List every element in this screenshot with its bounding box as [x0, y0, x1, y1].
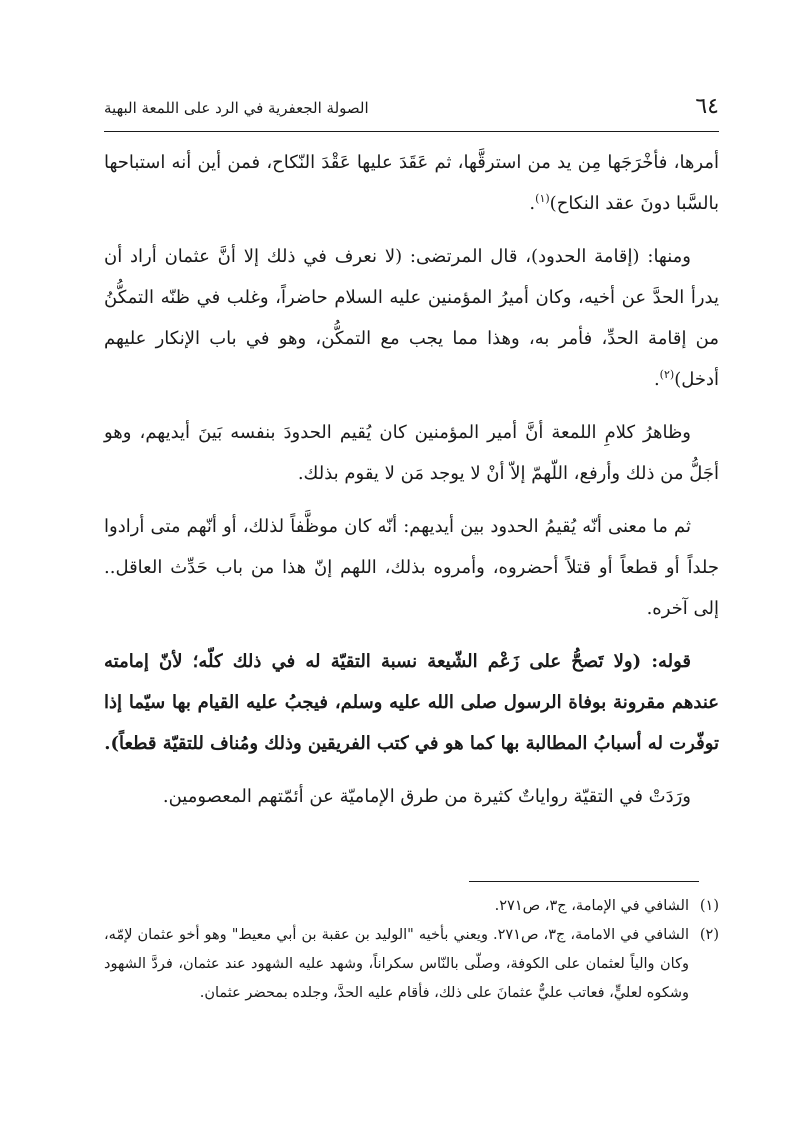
paragraph — [104, 776, 719, 817]
paragraph-text: قوله: (ولا تَصحُّ على زَعْم الشّيعة نسبة التقيّة له في ذلك كلّه؛ لأنّ إمامته عندهم مقرونة بوفاة الرسول صلى الله عليه وسلم، فيجبُ عليه القيام بها سيّما إذا توفّرت له أسبابُ المطالبة بها كما هو في كتب الفريقين وذلك ومُناف للتقيّة قطعاً). — [104, 651, 719, 754]
header-divider — [104, 131, 719, 132]
footnote-number: (١) — [699, 898, 719, 914]
paragraph — [104, 506, 719, 629]
paragraph-text: ثم ما معنى أنّه يُقيمُ الحدود بين أيديهم: أنّه كان موظَّفاً لذلك، أو أنّهم متى أرادوا جلداً أو قطعاً أو قتلاً أحضروه، وأمروه بذلك، اللهم إنّ هذا من باب حَدِّث العاقل.. إلى آخره. — [104, 516, 719, 619]
footnote-ref: (١) — [535, 192, 550, 205]
paragraph-text: وظاهرُ كلامِ اللمعة أنَّ أمير المؤمنين كان يُقيم الحدودَ بنفسه بَينَ أيديهم، وهو أجَلُّ من ذلك وأرفع، اللّهمّ إلاّ أنْ لا يوجد مَن لا يقوم بذلك. — [104, 422, 719, 484]
running-header — [104, 92, 719, 128]
paragraph-tail: . — [653, 369, 660, 390]
paragraph-text: ومنها: (إقامة الحدود)، قال المرتضى: (لا نعرف في ذلك إلا أنَّ عثمان أراد أن يدرأ الحدَّ عن أخيه، وكان أميرُ المؤمنين عليه السلام حاضراً، وغلب في ظنّه التمكُّنُ من إقامة الحدِّ، فأمر به، وهذا مما يجب مع التمكُّن، وهو في باب الإنكار عليهم أدخل) — [104, 246, 719, 390]
quoted-paragraph — [104, 641, 719, 764]
footnote-text: الشافي في الإمامة، ج٣، ص٢٧١. — [494, 898, 689, 914]
main-text — [104, 142, 719, 817]
paragraph-text: ورَدَتْ في التقيّة رواياتٌ كثيرة من طرق الإماميّة عن أئمّتهم المعصومين. — [162, 786, 691, 807]
footnote-text: الشافي في الامامة، ج٣، ص٢٧١. ويعني بأخيه "الوليد بن عقبة بن أبي معيط" وهو أخو عثمان لإمّه، وكان والياً لعثمان على الكوفة، وصلّى بالنّاس سكراناً، وشهد عليه الشهود عند عثمان، فردَّ الشهود وشكوه لعليٍّ، فعاتب عليٌّ عثمانَ على ذلك، فأقام عليه الحدَّ، وجلده بمحضر عثمان. — [104, 927, 689, 1001]
footnote-number: (٢) — [699, 927, 719, 943]
paragraph-tail: . — [529, 193, 536, 214]
footnote-ref: (٢) — [659, 368, 675, 381]
paragraph — [104, 142, 719, 224]
footnote — [104, 921, 719, 1008]
paragraph — [104, 236, 719, 400]
page-number: ٦٤ — [695, 94, 719, 119]
footnotes — [104, 892, 719, 1008]
book-title: الصولة الجعفرية في الرد على اللمعة البهية — [104, 99, 369, 117]
paragraph — [104, 412, 719, 494]
footnote-divider — [469, 881, 699, 882]
paragraph-text: أمرها، فأخْرَجَها مِن يد من استرقَّها، ثم عَقَدَ عليها عَقْدَ النّكاح، فمن أين أنه استباحها بالسَّبا دونَ عقد النكاح) — [104, 152, 719, 214]
footnote — [104, 892, 719, 921]
